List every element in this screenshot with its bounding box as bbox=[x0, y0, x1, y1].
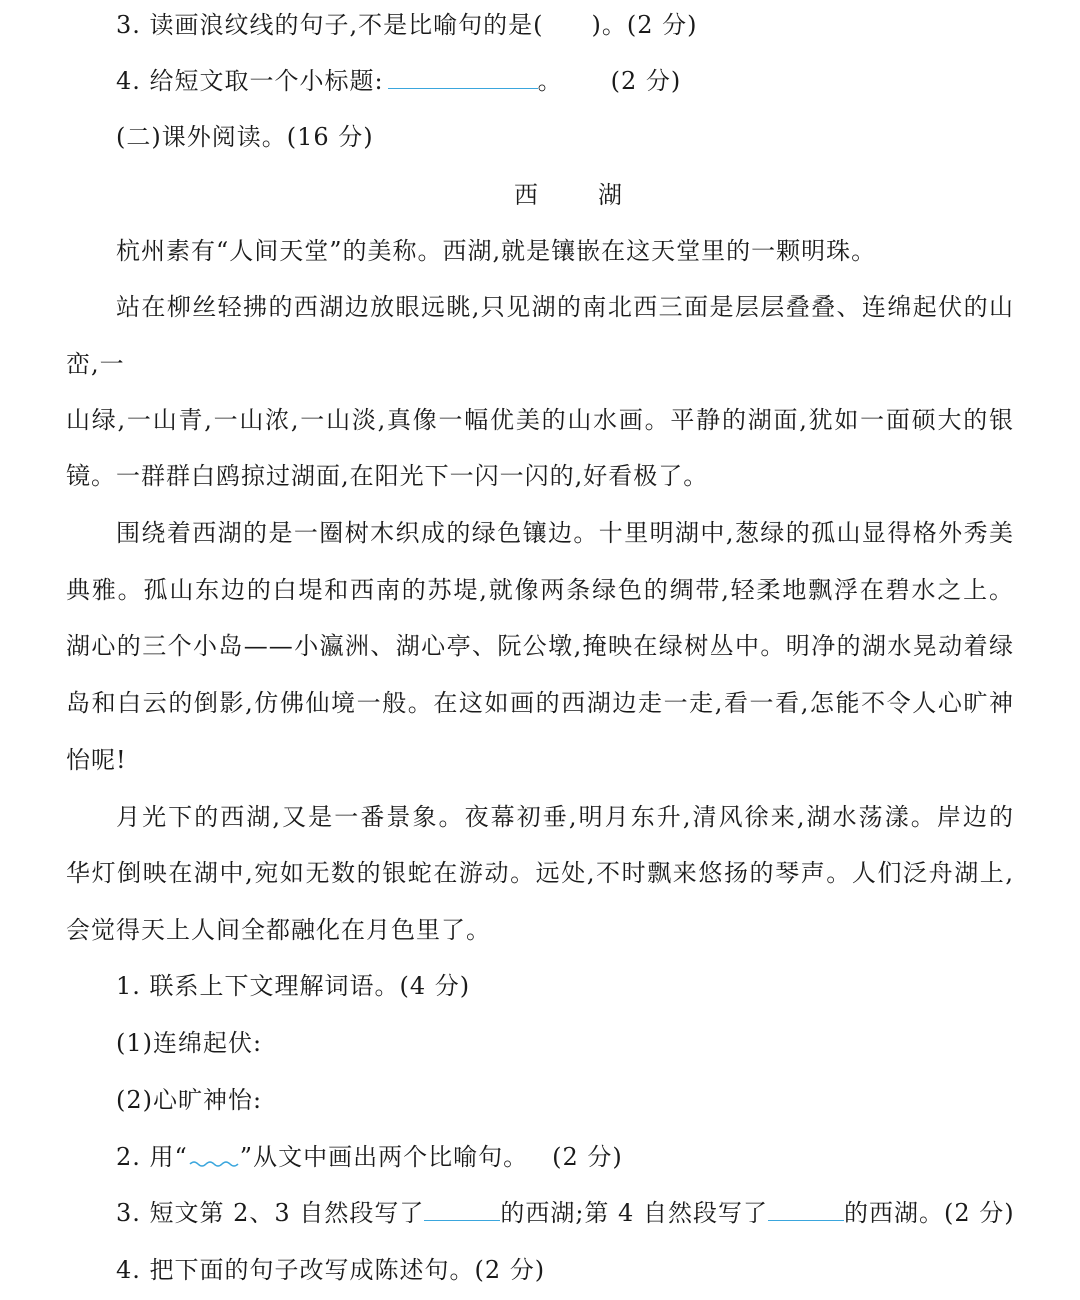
paragraph-3-line-2: 典雅。孤山东边的白堤和西南的苏堤,就像两条绿色的绸带,轻柔地飘浮在碧水之上。 bbox=[66, 576, 1014, 604]
question-4-score: (2 分) bbox=[610, 67, 682, 95]
paragraph-2-line-3: 山绿,一山青,一山浓,一山淡,真像一幅优美的山水画。平静的湖面,犹如一面硕大的银 bbox=[66, 406, 1014, 434]
question-2-post: ”从文中画出两个比喻句。 bbox=[239, 1143, 529, 1171]
question-3-a: 3. 短文第 2、3 自然段写了 bbox=[116, 1199, 425, 1227]
paragraph-3-line-3: 湖心的三个小岛——小瀛洲、湖心亭、阮公墩,掩映在绿树丛中。明净的湖水晃动着绿 bbox=[66, 632, 1014, 660]
paragraph-2-line-1: 站在柳丝轻拂的西湖边放眼远眺,只见湖的南北西三面是层层叠叠、连绵起伏的山 bbox=[116, 293, 1014, 321]
paragraph-1: 杭州素有“人间天堂”的美称。西湖,就是镶嵌在这天堂里的一颗明珠。 bbox=[116, 237, 877, 265]
question-3-b: 的西湖;第 4 自然段写了 bbox=[500, 1199, 768, 1227]
paragraph-2-line-4: 镜。一群群白鸥掠过湖面,在阳光下一闪一闪的,好看极了。 bbox=[66, 462, 709, 490]
paragraph-3-line-4: 岛和白云的倒影,仿佛仙境一般。在这如画的西湖边走一走,看一看,怎能不令人心旷神 bbox=[66, 689, 1014, 717]
subtitle-answer-blank[interactable] bbox=[388, 66, 538, 89]
question-4-subtitle bbox=[116, 66, 681, 96]
paragraph-4-line-2: 华灯倒映在湖中,宛如无数的银蛇在游动。远处,不时飘来悠扬的琴声。人们泛舟湖上, bbox=[66, 859, 1014, 887]
question-1-a: (1)连绵起伏: bbox=[116, 1029, 263, 1057]
question-3-wavy-line bbox=[116, 10, 698, 40]
answer-blank-1[interactable] bbox=[424, 1198, 500, 1221]
question-2-pre: 2. 用“ bbox=[116, 1143, 188, 1171]
section-heading: (二)课外阅读。(16 分) bbox=[116, 123, 374, 151]
wavy-line-icon bbox=[188, 1143, 240, 1165]
paragraph-4-line-1: 月光下的西湖,又是一番景象。夜幕初垂,明月东升,清风徐来,湖水荡漾。岸边的 bbox=[116, 803, 1014, 831]
question-4-text: 4. 给短文取一个小标题: bbox=[116, 67, 384, 95]
question-3-text: 3. 读画浪纹线的句子,不是比喻句的是( bbox=[116, 11, 544, 39]
question-2-score: (2 分) bbox=[552, 1143, 623, 1171]
paragraph-3-line-5: 怡呢! bbox=[66, 746, 127, 774]
question-3-close: )。(2 分) bbox=[591, 11, 698, 39]
article-title: 西湖 bbox=[514, 181, 682, 209]
question-1: 1. 联系上下文理解词语。(4 分) bbox=[116, 972, 471, 1000]
question-4-end: 。 bbox=[537, 67, 563, 95]
question-3 bbox=[116, 1198, 1015, 1228]
question-1-b: (2)心旷神怡: bbox=[116, 1086, 263, 1114]
paragraph-3-line-1: 围绕着西湖的是一圈树木织成的绿色镶边。十里明湖中,葱绿的孤山显得格外秀美 bbox=[116, 519, 1014, 547]
question-3-c: 的西湖。(2 分) bbox=[843, 1199, 1015, 1227]
question-2 bbox=[116, 1142, 623, 1172]
paragraph-2-line-2: 峦,一 bbox=[66, 350, 125, 378]
paragraph-4-line-3: 会觉得天上人间全都融化在月色里了。 bbox=[66, 916, 491, 944]
question-4: 4. 把下面的句子改写成陈述句。(2 分) bbox=[116, 1256, 546, 1284]
answer-blank-2[interactable] bbox=[768, 1198, 844, 1221]
